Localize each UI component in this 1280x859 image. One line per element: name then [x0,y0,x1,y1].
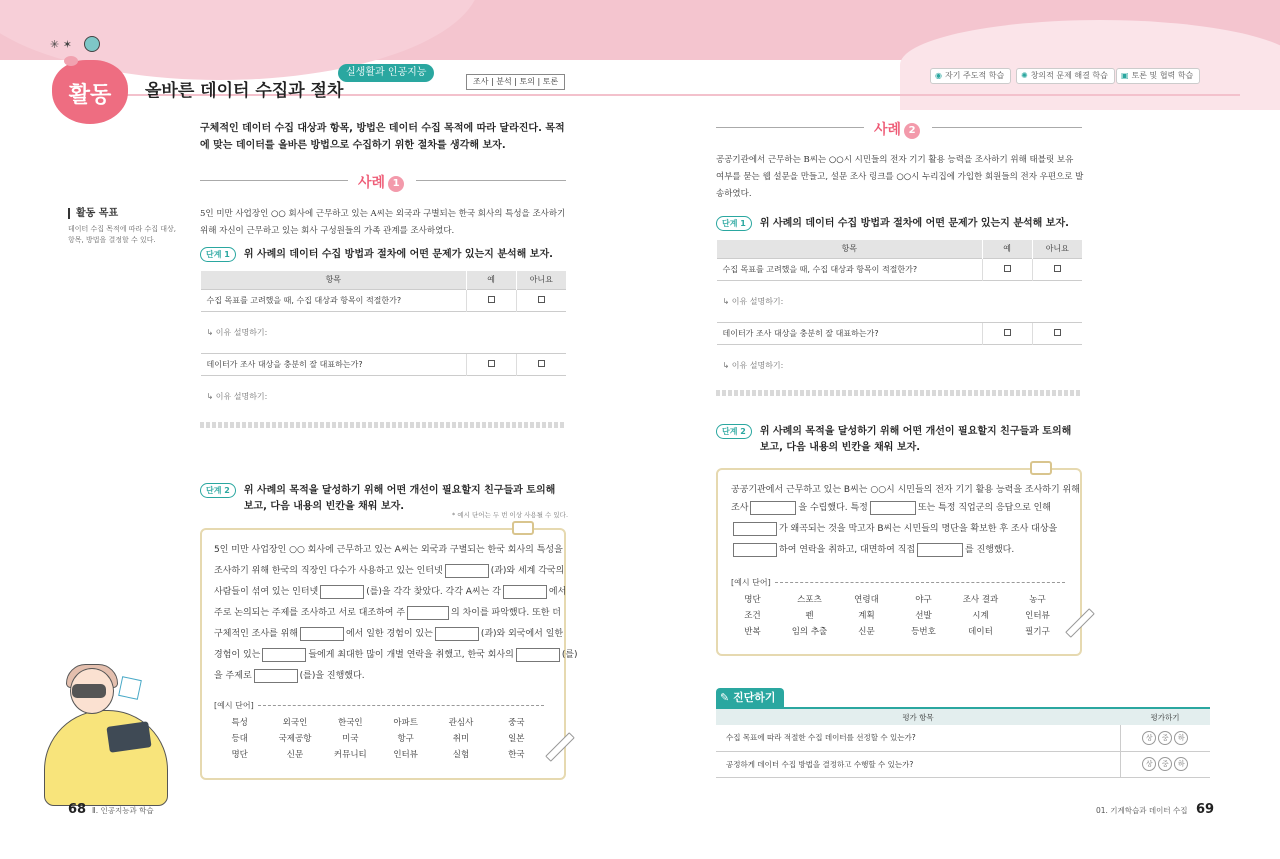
no-checkbox[interactable] [1054,265,1061,272]
example-word: 농구 [1029,595,1046,605]
step-badge: 단계 2 [716,424,752,439]
fill-line: 주로 논의되는 주제를 조사하고 서로 대조하여 주 의 차이를 파악했다. 또한 더 [214,603,561,624]
example-word: 국제공항 [278,734,312,744]
step-badge: 단계 1 [716,216,752,231]
example-word: 임의 추출 [791,627,828,637]
right-chapter: 01. 기계학습과 데이터 수집 [1096,806,1188,815]
fill-line: 가 왜곡되는 것을 막고자 B씨는 시민들의 명단을 확보한 후 조사 대상을 [731,519,1057,540]
example-word: 펜 [805,611,814,621]
blank-input[interactable] [503,585,547,599]
example-word: 인터뷰 [393,750,418,760]
check-item: 수집 목표를 고려했을 때, 수집 대상과 항목이 적절한가? [201,289,467,311]
diagnosis-title: ✎ 진단하기 [716,688,784,708]
step-text: 위 사례의 데이터 수집 방법과 절차에 어떤 문제가 있는지 분석해 보자. [243,249,553,260]
left-chapter: Ⅱ. 인공지능과 학습 [92,806,154,815]
activity-apple-badge [52,60,128,124]
example-words-label: [예시 단어] [214,700,544,711]
yes-checkbox[interactable] [488,360,495,367]
cube-icon [118,676,142,700]
example-words-label: [예시 단어] [731,577,1065,588]
gear-icon: ✺ [1021,71,1028,80]
example-word: 등번호 [911,627,936,637]
blank-input[interactable] [435,627,479,641]
example-word: 한국인 [338,718,363,728]
example-word: 조사 결과 [962,595,999,605]
example-word: 신문 [286,750,304,760]
reason-field[interactable]: ↳ 이유 설명하기: [201,375,567,417]
activity-label: 활동 [68,83,112,108]
example-word: 커뮤니티 [333,750,367,760]
fill-line: 구체적인 조사를 위해 에서 일한 경험이 있는 (과)와 외국에서 일한 [214,624,563,645]
clip-icon [1030,461,1052,475]
blank-input[interactable] [254,669,298,683]
clip-icon [512,521,534,535]
example-word: 취미 [452,734,470,744]
case2-text: 공공기관에서 근무하는 B씨는 ○○시 시민들의 전자 기기 활용 능력을 조사하기 위해 태블릿 보유 여부를 묻는 웹 설문을 만들고, 설문 조사 링크를 ○○시 누리집에 가입한 회원들의 전자 우편으로 발송하였다. [716,155,1084,199]
case1-text: 5인 미만 사업장인 ○○ 회사에 근무하고 있는 A씨는 외국과 구별되는 한국 회사의 특성을 조사하기 위해 자신이 근무하고 있는 회사 구성원들의 가족 관계를 조사하였다. [200,209,566,236]
example-word: 외국인 [282,718,308,728]
step-text: 위 사례의 목적을 달성하기 위해 어떤 개선이 필요할지 친구들과 토의해 보고, 다음 내용의 빈칸을 채워 보자. [759,426,1072,453]
check-item: 수집 목표를 고려했을 때, 수집 대상과 항목이 적절한가? [717,258,983,280]
fill-line: 조사 을 수립했다. 특정 또는 특정 직업군의 응답으로 인해 [731,498,1051,519]
example-word: 아파트 [393,718,418,728]
category-badge: 실생활과 인공지능 [338,64,434,82]
example-word: 야구 [915,595,932,605]
blank-input[interactable] [445,564,489,578]
case1-check-table: 항목 예 아니요 수집 목표를 고려했을 때, 수집 대상과 항목이 적절한가? ↳ 이유 설명하기: 데이터가 조사 대상을 충분히 잘 대표하는가? ↳ 이유 설명하기: [200,271,566,417]
grade-mid[interactable]: 중 [1158,731,1172,745]
fill-line: 공공기관에서 근무하고 있는 B씨는 ○○시 시민들의 전자 기기 활용 능력을 조사하기 위해 [731,485,1080,495]
blank-input[interactable] [870,501,916,515]
vr-headset-icon [72,684,106,698]
sparkle-icon: ✳ ✶ [50,38,72,51]
example-word: 특성 [231,718,248,728]
example-word: 실험 [452,750,470,760]
no-checkbox[interactable] [1054,329,1061,336]
grade-low[interactable]: 하 [1174,757,1188,771]
example-word: 데이터 [968,627,993,637]
fill-line: 사람들이 섞여 있는 인터넷 (를)을 각각 찾았다. 각각 A씨는 각 에서 [214,582,566,603]
yes-checkbox[interactable] [1004,265,1011,272]
blank-input[interactable] [516,648,560,662]
grade-mid[interactable]: 중 [1158,757,1172,771]
example-word: 반복 [744,627,761,637]
example-word: 관심사 [448,718,474,728]
step-text: 위 사례의 목적을 달성하기 위해 어떤 개선이 필요할지 친구들과 토의해 보고, 다음 내용의 빈칸을 채워 보자. [243,485,556,512]
eval-item: 공정하게 데이터 수집 방법을 결정하고 수행할 수 있는가? [716,751,1120,777]
case-number: 2 [904,123,920,139]
fill-line: 경험이 있는 들에게 최대한 많이 개별 연락을 취했고, 한국 회사의 (를) [214,645,578,666]
example-word: 계획 [858,611,875,621]
lightbulb-icon: ◉ [935,71,942,80]
chat-icon: ▣ [1121,71,1129,80]
pen-icon: ✎ [720,691,734,704]
table-torn-edge [200,422,566,428]
leaf-icon [64,56,78,66]
case2-heading: 사례 2 [716,119,1082,135]
kid-icon [84,36,100,52]
example-word: 선발 [915,611,932,621]
step-text: 위 사례의 데이터 수집 방법과 절차에 어떤 문제가 있는지 분석해 보자. [759,218,1069,229]
case1-heading: 사례 1 [200,172,566,188]
reason-field[interactable]: ↳ 이유 설명하기: [201,311,567,353]
example-word: 등대 [231,734,248,744]
eval-item: 수집 목표에 따라 적절한 수집 데이터를 선정할 수 있는가? [716,725,1120,751]
goal-title: 활동 목표 [68,208,118,219]
competency-self-directed: ◉ 자기 주도적 학습 [930,68,1011,84]
example-word: 연령대 [854,595,879,605]
blank-input[interactable] [407,606,449,620]
competency-creative: ✺ 창의적 문제 해결 학습 [1016,68,1115,84]
check-item: 데이터가 조사 대상을 충분히 잘 대표하는가? [201,353,467,375]
fill-line: 5인 미만 사업장인 ○○ 회사에 근무하고 있는 A씨는 외국과 구별되는 한국 회사의 특성을 [214,545,563,555]
no-checkbox[interactable] [538,296,545,303]
header-cloud [900,20,1280,110]
left-page-number: 68 [68,802,87,817]
grade-high[interactable]: 상 [1142,757,1156,771]
blank-input[interactable] [320,585,364,599]
example-word: 스포츠 [797,595,822,605]
evaluation-table: 평가 항목 평가하기 수집 목표에 따라 적절한 수집 데이터를 선정할 수 있는가? 상 중 하 공정하게 데이터 수집 방법을 결정하고 수행할 수 있는가? 상 중 하 [716,709,1210,778]
fill-line: 을 주제로 (를)을 진행했다. [214,666,365,687]
grade-high[interactable]: 상 [1142,731,1156,745]
example-word: 조건 [744,611,761,621]
example-word: 시계 [972,611,989,621]
example-word: 필기구 [1025,627,1050,637]
example-word: 미국 [342,734,359,744]
competency-cooperative: ▣ 토론 및 협력 학습 [1116,68,1200,84]
goal-text: 데이터 수집 목적에 따라 수집 대상, 항목, 방법을 결정할 수 있다. [68,225,177,244]
example-word: 신문 [858,627,875,637]
blank-input[interactable] [733,543,777,557]
blank-input[interactable] [750,501,796,515]
grade-low[interactable]: 하 [1174,731,1188,745]
blank-input[interactable] [300,627,344,641]
case2-check-table: 항목 예 아니요 수집 목표를 고려했을 때, 수집 대상과 항목이 적절한가? ↳ 이유 설명하기: 데이터가 조사 대상을 충분히 잘 대표하는가? ↳ 이유 설명하기: [716,240,1082,386]
table-torn-edge [716,390,1082,396]
fill-line: 조사하기 위해 한국의 직장인 다수가 사용하고 있는 인터넷 (과)와 세계 각국의 [214,561,564,582]
page-title: 올바른 데이터 수집과 절차 [145,81,344,101]
example-words-grid [724,593,1066,637]
fill-line: 하여 연락을 취하고, 대면하여 직접 를 진행했다. [731,540,1014,561]
check-item: 데이터가 조사 대상을 충분히 잘 대표하는가? [717,322,983,344]
yes-checkbox[interactable] [1004,329,1011,336]
example-word: 인터뷰 [1025,611,1050,621]
reason-field[interactable]: ↳ 이유 설명하기: [717,280,1083,322]
reason-field[interactable]: ↳ 이유 설명하기: [717,344,1083,386]
step-badge: 단계 1 [200,247,236,262]
example-word: 명단 [744,595,761,605]
example-word: 한국 [508,750,525,760]
student-illustration [44,710,168,806]
activity-tags: 조사 | 분석 | 토의 | 토론 [466,74,565,90]
example-words-grid [212,716,544,760]
blank-input[interactable] [262,648,306,662]
blank-input[interactable] [917,543,963,557]
case-number: 1 [388,176,404,192]
step-badge: 단계 2 [200,483,236,498]
no-checkbox[interactable] [538,360,545,367]
case2-step2 [716,424,1084,456]
blank-input[interactable] [733,522,777,536]
example-word: 일본 [508,734,525,744]
right-page-number: 69 [1196,802,1215,817]
case2-step1 [716,216,1084,232]
intro-text: 구체적인 데이터 수집 대상과 항목, 방법은 데이터 수집 목적에 따라 달라진다. 목적에 맞는 데이터를 올바른 방법으로 수집하기 위한 절차를 생각해 보자. [200,123,565,151]
yes-checkbox[interactable] [488,296,495,303]
example-word: 중국 [508,718,525,728]
step2-note: * 예시 단어는 두 번 이상 사용될 수 있다. [452,511,569,519]
case1-step1 [200,247,568,263]
example-word: 명단 [231,750,248,760]
example-word: 항구 [397,734,414,744]
